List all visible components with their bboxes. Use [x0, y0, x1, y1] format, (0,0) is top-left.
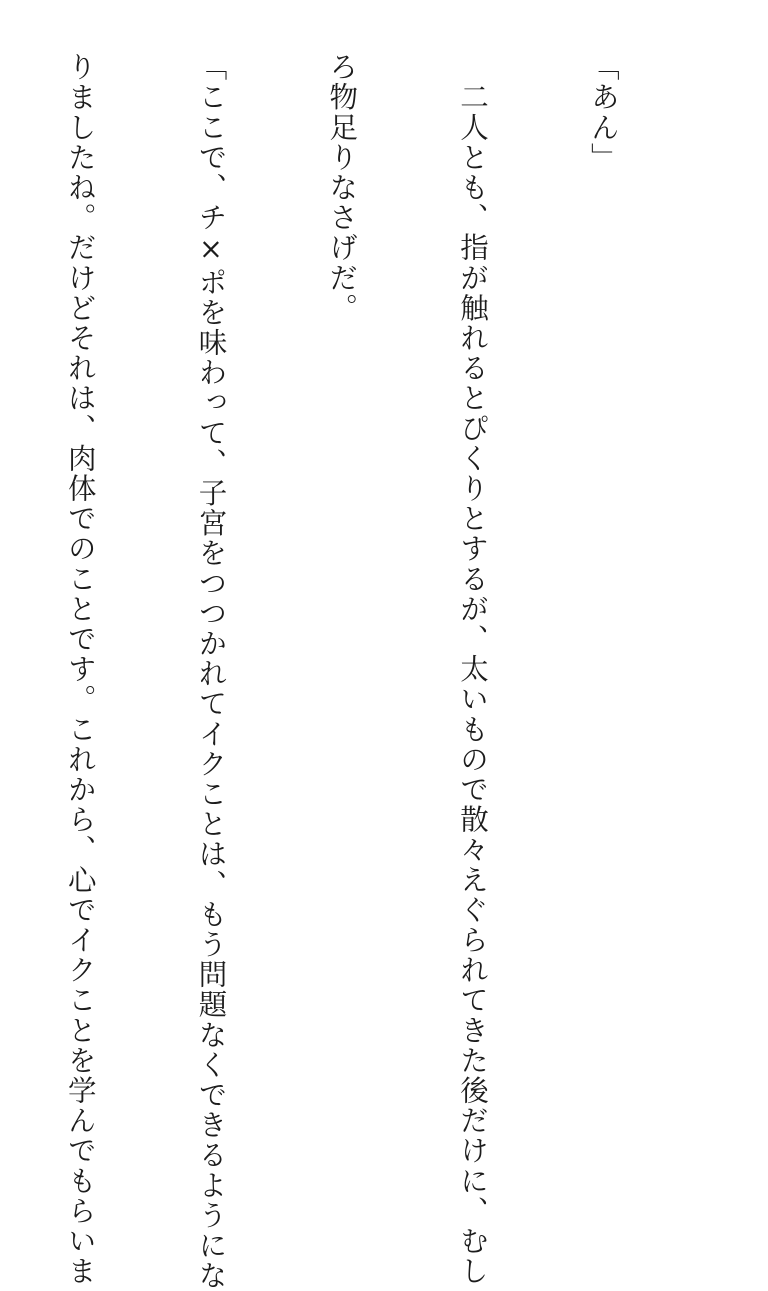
text-column: 二人とも、指が触れるとぴくりとするが、太いもので散々えぐられてきた後だけに、むし	[456, 52, 490, 1287]
text-column: りましたね。だけどそれは、肉体でのことです。これから、心でイクことを学んでもらいま	[63, 52, 97, 1287]
text-column: ろ物足りなさげだ。	[325, 52, 359, 323]
text-column: 「あん」	[586, 52, 620, 173]
text-column: 「ここで、チ×ポを味わって、子宮をつつかれてイクことは、もう問題なくできるようにな	[194, 52, 228, 1291]
vertical-text-body	[0, 52, 712, 1291]
